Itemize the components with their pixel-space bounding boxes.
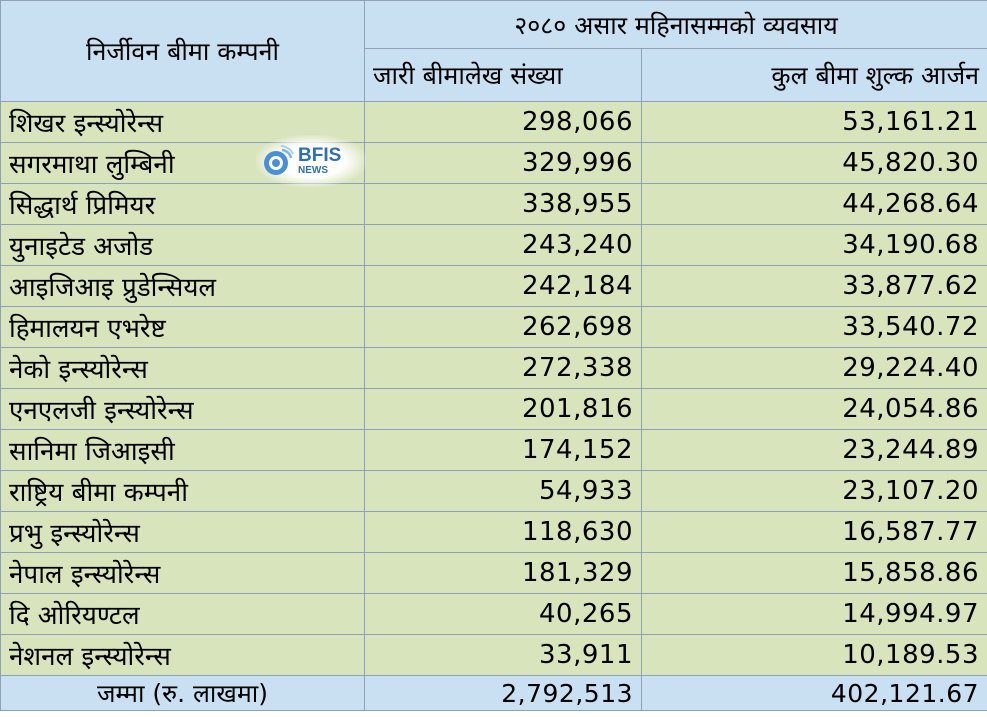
bfis-news-watermark [256, 135, 366, 187]
total-policies: 2,792,513 [365, 676, 642, 711]
premium-cell: 14,994.97 [642, 594, 987, 635]
premium-cell: 53,161.21 [642, 102, 987, 143]
company-name-cell: सानिमा जिआइसी [1, 430, 365, 471]
premium-cell: 29,224.40 [642, 348, 987, 389]
table-body [1, 102, 987, 676]
company-name-cell: सगरमाथा लुम्बिनी [1, 143, 365, 184]
company-name-cell: शिखर इन्स्योरेन्स [1, 102, 365, 143]
premium-cell: 34,190.68 [642, 225, 987, 266]
company-name-cell: आइजिआइ प्रुडेन्सियल [1, 266, 365, 307]
table-row [1, 430, 987, 471]
company-name-cell: नेको इन्स्योरेन्स [1, 348, 365, 389]
policies-cell: 201,816 [365, 389, 642, 430]
company-name-cell: नेशनल इन्स्योरेन्स [1, 635, 365, 676]
policies-cell: 243,240 [365, 225, 642, 266]
total-label: जम्मा (रु. लाखमा) [1, 676, 365, 711]
policies-cell: 118,630 [365, 512, 642, 553]
table-row [1, 594, 987, 635]
table-row [1, 348, 987, 389]
premium-cell: 10,189.53 [642, 635, 987, 676]
policies-column-header: जारी बीमालेख संख्या [365, 49, 642, 102]
table-row [1, 635, 987, 676]
period-header: २०८० असार महिनासम्मको व्यवसाय [365, 1, 987, 49]
premium-cell: 23,107.20 [642, 471, 987, 512]
table-row [1, 471, 987, 512]
policies-cell: 298,066 [365, 102, 642, 143]
company-name-cell: नेपाल इन्स्योरेन्स [1, 553, 365, 594]
policies-cell: 338,955 [365, 184, 642, 225]
table-row [1, 389, 987, 430]
policies-cell: 242,184 [365, 266, 642, 307]
premium-cell: 15,858.86 [642, 553, 987, 594]
watermark-name: BFIS [298, 145, 342, 166]
table-row [1, 225, 987, 266]
premium-cell: 33,540.72 [642, 307, 987, 348]
premium-cell: 33,877.62 [642, 266, 987, 307]
company-name-cell: सिद्धार्थ प्रिमियर [1, 184, 365, 225]
table-row [1, 143, 987, 184]
total-premium: 402,121.67 [642, 676, 987, 711]
company-name-cell: दि ओरियण्टल [1, 594, 365, 635]
premium-cell: 44,268.64 [642, 184, 987, 225]
policies-cell: 329,996 [365, 143, 642, 184]
table-row [1, 553, 987, 594]
table-row [1, 184, 987, 225]
table-row [1, 512, 987, 553]
bfis-logo-icon [260, 144, 294, 178]
total-row [1, 676, 987, 711]
company-name-cell: एनएलजी इन्स्योरेन्स [1, 389, 365, 430]
company-name-cell: युनाइटेड अजोड [1, 225, 365, 266]
table-row [1, 102, 987, 143]
policies-cell: 174,152 [365, 430, 642, 471]
premium-cell: 16,587.77 [642, 512, 987, 553]
premium-column-header: कुल बीमा शुल्क आर्जन [642, 49, 987, 102]
policies-cell: 54,933 [365, 471, 642, 512]
company-name-cell: हिमालयन एभरेष्ट [1, 307, 365, 348]
policies-cell: 272,338 [365, 348, 642, 389]
company-name-cell: राष्ट्रिय बीमा कम्पनी [1, 471, 365, 512]
policies-cell: 262,698 [365, 307, 642, 348]
company-name-cell: प्रभु इन्स्योरेन्स [1, 512, 365, 553]
premium-cell: 24,054.86 [642, 389, 987, 430]
watermark-sub: NEWS [298, 165, 328, 176]
policies-cell: 33,911 [365, 635, 642, 676]
policies-cell: 181,329 [365, 553, 642, 594]
company-column-header: निर्जीवन बीमा कम्पनी [1, 1, 365, 102]
premium-cell: 23,244.89 [642, 430, 987, 471]
table-row [1, 266, 987, 307]
premium-cell: 45,820.30 [642, 143, 987, 184]
policies-cell: 40,265 [365, 594, 642, 635]
table-row [1, 307, 987, 348]
